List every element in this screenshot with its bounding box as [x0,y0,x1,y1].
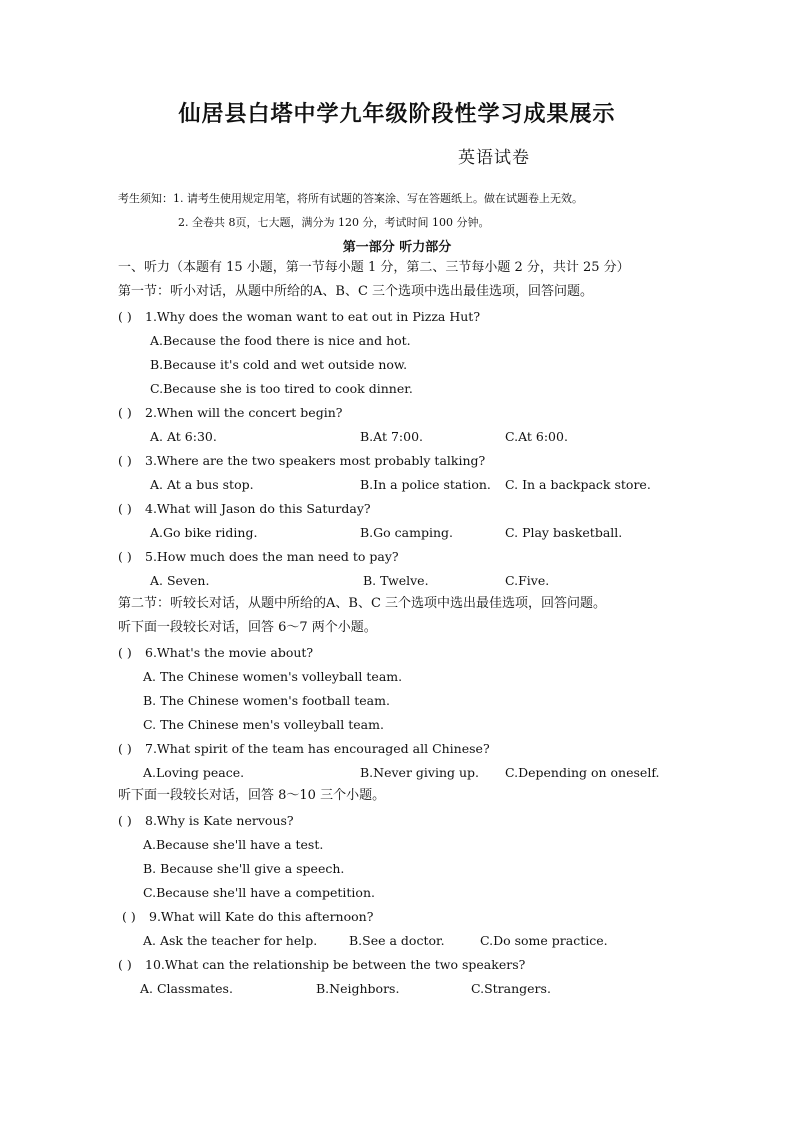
question-10-option-c: C.Strangers. [471,981,551,996]
question-10-text: 10.What can the relationship be between the two speakers? [145,957,526,972]
question-9-option-c: C.Do some practice. [480,933,608,948]
question-5-bracket[interactable]: ( ) [118,549,132,564]
question-5-option-b: B. Twelve. [363,573,429,588]
listening-heading: 一、听力（本题有 15 小题，第一节每小题 1 分，第二、三节每小题 2 分，共计 25 分） [118,260,630,275]
question-8-option-b: B. Because she'll give a speech. [143,861,345,876]
question-10-bracket[interactable]: ( ) [118,957,132,972]
question-10-option-a: A. Classmates. [140,981,233,996]
question-3-bracket[interactable]: ( ) [118,453,132,468]
instructions-line-1: 考生须知：1. 请考生使用规定用笔，将所有试题的答案涂、写在答题纸上。做在试题卷上无效。 [118,192,583,205]
question-8-option-a: A.Because she'll have a test. [143,837,324,852]
exam-subtitle: 英语试卷 [458,148,530,168]
question-3-option-b: B.In a police station. [360,477,491,492]
question-7-text: 7.What spirit of the team has encouraged all Chinese? [145,741,490,756]
question-3-option-a: A. At a bus stop. [150,477,254,492]
question-6-text: 6.What's the movie about? [145,645,314,660]
question-2-option-b: B.At 7:00. [360,429,424,444]
question-2-option-c: C.At 6:00. [505,429,568,444]
question-4-text: 4.What will Jason do this Saturday? [145,501,371,516]
question-4-bracket[interactable]: ( ) [118,501,132,516]
question-7-option-c: C.Depending on oneself. [505,765,660,780]
question-6-option-b: B. The Chinese women's football team. [143,693,390,708]
question-3-option-c: C. In a backpack store. [505,477,651,492]
question-7-option-a: A.Loving peace. [143,765,245,780]
exam-title: 仙居县白塔中学九年级阶段性学习成果展示 [178,101,616,127]
question-4-option-b: B.Go camping. [360,525,453,540]
question-9-bracket[interactable]: ( ) [122,909,136,924]
question-5-text: 5.How much does the man need to pay? [145,549,399,564]
question-7-bracket[interactable]: ( ) [118,741,132,756]
question-9-option-b: B.See a doctor. [349,933,445,948]
dialog-2-intro: 听下面一段较长对话，回答 8～10 三个小题。 [118,788,386,803]
question-2-option-a: A. At 6:30. [150,429,217,444]
question-2-bracket[interactable]: ( ) [118,405,132,420]
question-1-option-b: B.Because it's cold and wet outside now. [150,357,408,372]
question-2-text: 2.When will the concert begin? [145,405,343,420]
dialog-1-intro: 听下面一段较长对话，回答 6～7 两个小题。 [118,620,377,635]
section-2-heading: 第二节：听较长对话，从题中所给的A、B、C 三个选项中选出最佳选项，回答问题。 [118,596,607,611]
question-1-option-c: C.Because she is too tired to cook dinner. [150,381,413,396]
question-6-bracket[interactable]: ( ) [118,645,132,660]
question-1-text: 1.Why does the woman want to eat out in Pizza Hut? [145,309,481,324]
question-1-bracket[interactable]: ( ) [118,309,132,324]
question-4-option-c: C. Play basketball. [505,525,623,540]
question-8-bracket[interactable]: ( ) [118,813,132,828]
question-9-option-a: A. Ask the teacher for help. [143,933,318,948]
instructions-line-2: 2. 全卷共 8页，七大题，满分为 120 分，考试时间 100 分钟。 [178,216,490,229]
question-6-option-a: A. The Chinese women's volleyball team. [143,669,403,684]
question-3-text: 3.Where are the two speakers most probably talking? [145,453,486,468]
question-9-text: 9.What will Kate do this afternoon? [149,909,374,924]
question-10-option-b: B.Neighbors. [316,981,400,996]
part-1-title: 第一部分 听力部分 [342,240,452,255]
section-1-heading: 第一节：听小对话，从题中所给的A、B、C 三个选项中选出最佳选项，回答问题。 [118,284,594,299]
question-5-option-a: A. Seven. [150,573,210,588]
question-8-text: 8.Why is Kate nervous? [145,813,294,828]
question-4-option-a: A.Go bike riding. [150,525,258,540]
question-8-option-c: C.Because she'll have a competition. [143,885,375,900]
question-7-option-b: B.Never giving up. [360,765,480,780]
question-5-option-c: C.Five. [505,573,550,588]
question-6-option-c: C. The Chinese men's volleyball team. [143,717,384,732]
question-1-option-a: A.Because the food there is nice and hot. [150,333,411,348]
